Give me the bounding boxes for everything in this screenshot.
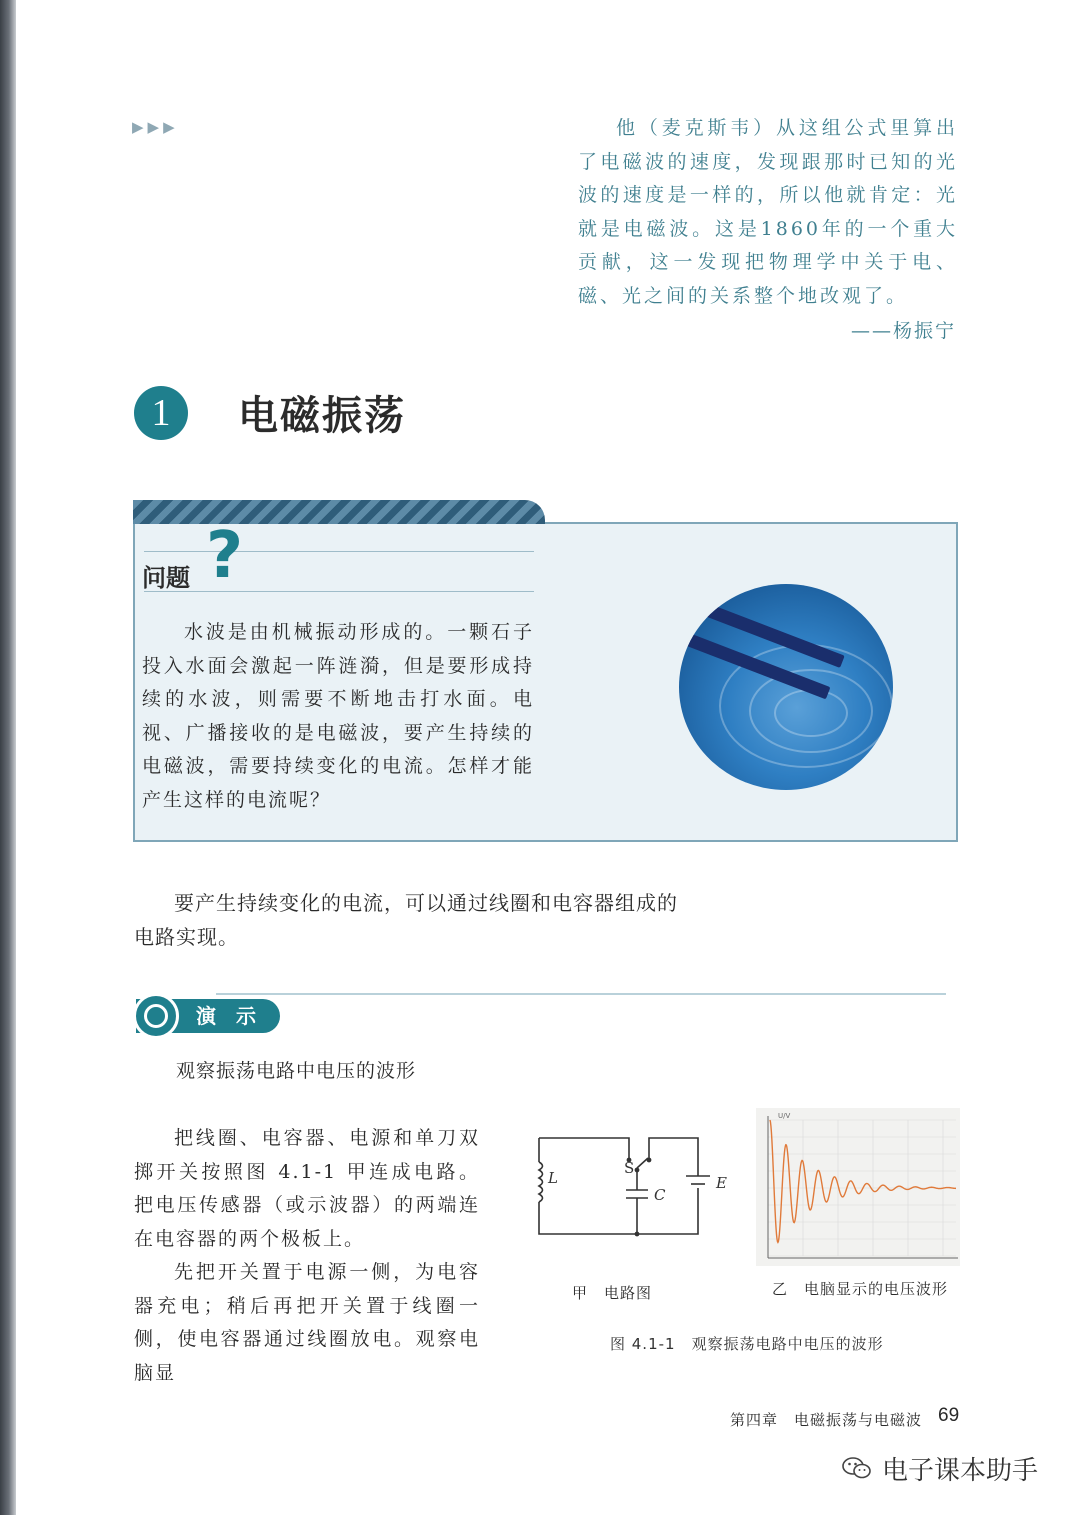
wechat-icon — [842, 1456, 872, 1480]
intro-paragraph: 要产生持续变化的电流，可以通过线圈和电容器组成的电路实现。 — [134, 891, 678, 949]
section-number-badge: 1 — [134, 386, 188, 440]
water-ripple-photo — [679, 584, 893, 790]
demo-magnifier-icon — [133, 993, 179, 1039]
voltage-wave-line — [770, 1120, 956, 1242]
watermark — [842, 1448, 1038, 1488]
question-rule-bottom — [144, 591, 534, 592]
textbook-page — [16, 0, 1080, 1515]
demo-divider — [216, 993, 946, 995]
demo-subtitle: 观察振荡电路中电压的波形 — [176, 1060, 417, 1082]
voltage-waveform-plot — [756, 1108, 960, 1266]
circuit-label-l: L — [548, 1169, 558, 1187]
question-box-pattern-band — [133, 500, 545, 524]
book-spine-shadow — [0, 0, 16, 1515]
circuit-label-c: C — [654, 1186, 666, 1204]
triple-arrow-icon: ▶▶▶ — [132, 118, 179, 136]
demo-paragraph-1: 把线圈、电容器、电源和单刀双掷开关按照图 4.1-1 甲连成电路。把电压传感器（或示波器）的两端连在电容器的两个极板上。 — [134, 1127, 480, 1250]
footer-chapter: 第四章 电磁振荡与电磁波 — [730, 1411, 923, 1429]
question-heading: 问题 — [142, 564, 190, 592]
epigraph-author: ——杨振宁 — [850, 320, 956, 342]
question-mark-icon: ? — [206, 519, 244, 593]
wave-axis-label: U/V — [778, 1112, 791, 1120]
demo-text — [134, 1122, 480, 1390]
question-text: 水波是由机械振动形成的。一颗石子投入水面会激起一阵涟漪，但是要形成持续的水波，则需要不断地击打水面。电视、广播接收的是电磁波，要产生持续的电磁波，需要持续变化的电流。怎样才能产生这样的电流呢？ — [142, 621, 534, 811]
watermark-text: 电子课本助手 — [882, 1455, 1039, 1486]
figure-caption: 图 4.1-1 观察振荡电路中电压的波形 — [610, 1335, 884, 1353]
caption-circuit: 甲 电路图 — [572, 1284, 653, 1302]
demo-paragraph-2: 先把开关置于电源一侧，为电容器充电；稍后再把开关置于线圈一侧，使电容器通过线圈放电。观察电脑显 — [134, 1261, 480, 1384]
circuit-diagram — [524, 1128, 744, 1240]
page-number: 69 — [938, 1405, 960, 1426]
epigraph-quote: 他（麦克斯韦）从这组公式里算出了电磁波的速度，发现跟那时已知的光波的速度是一样的，所以他就肯定：光就是电磁波。这是1860年的一个重大贡献，这一发现把物理学中关于电、磁、光之间的关系整个地改观了。 — [578, 117, 958, 307]
circuit-label-s: S — [624, 1159, 635, 1177]
section-title: 电磁振荡 — [238, 393, 406, 439]
demo-badge: 演示 — [136, 999, 280, 1033]
circuit-label-e: E — [716, 1174, 727, 1192]
caption-waveform: 乙 电脑显示的电压波形 — [772, 1280, 949, 1298]
question-rule-top — [144, 551, 534, 552]
